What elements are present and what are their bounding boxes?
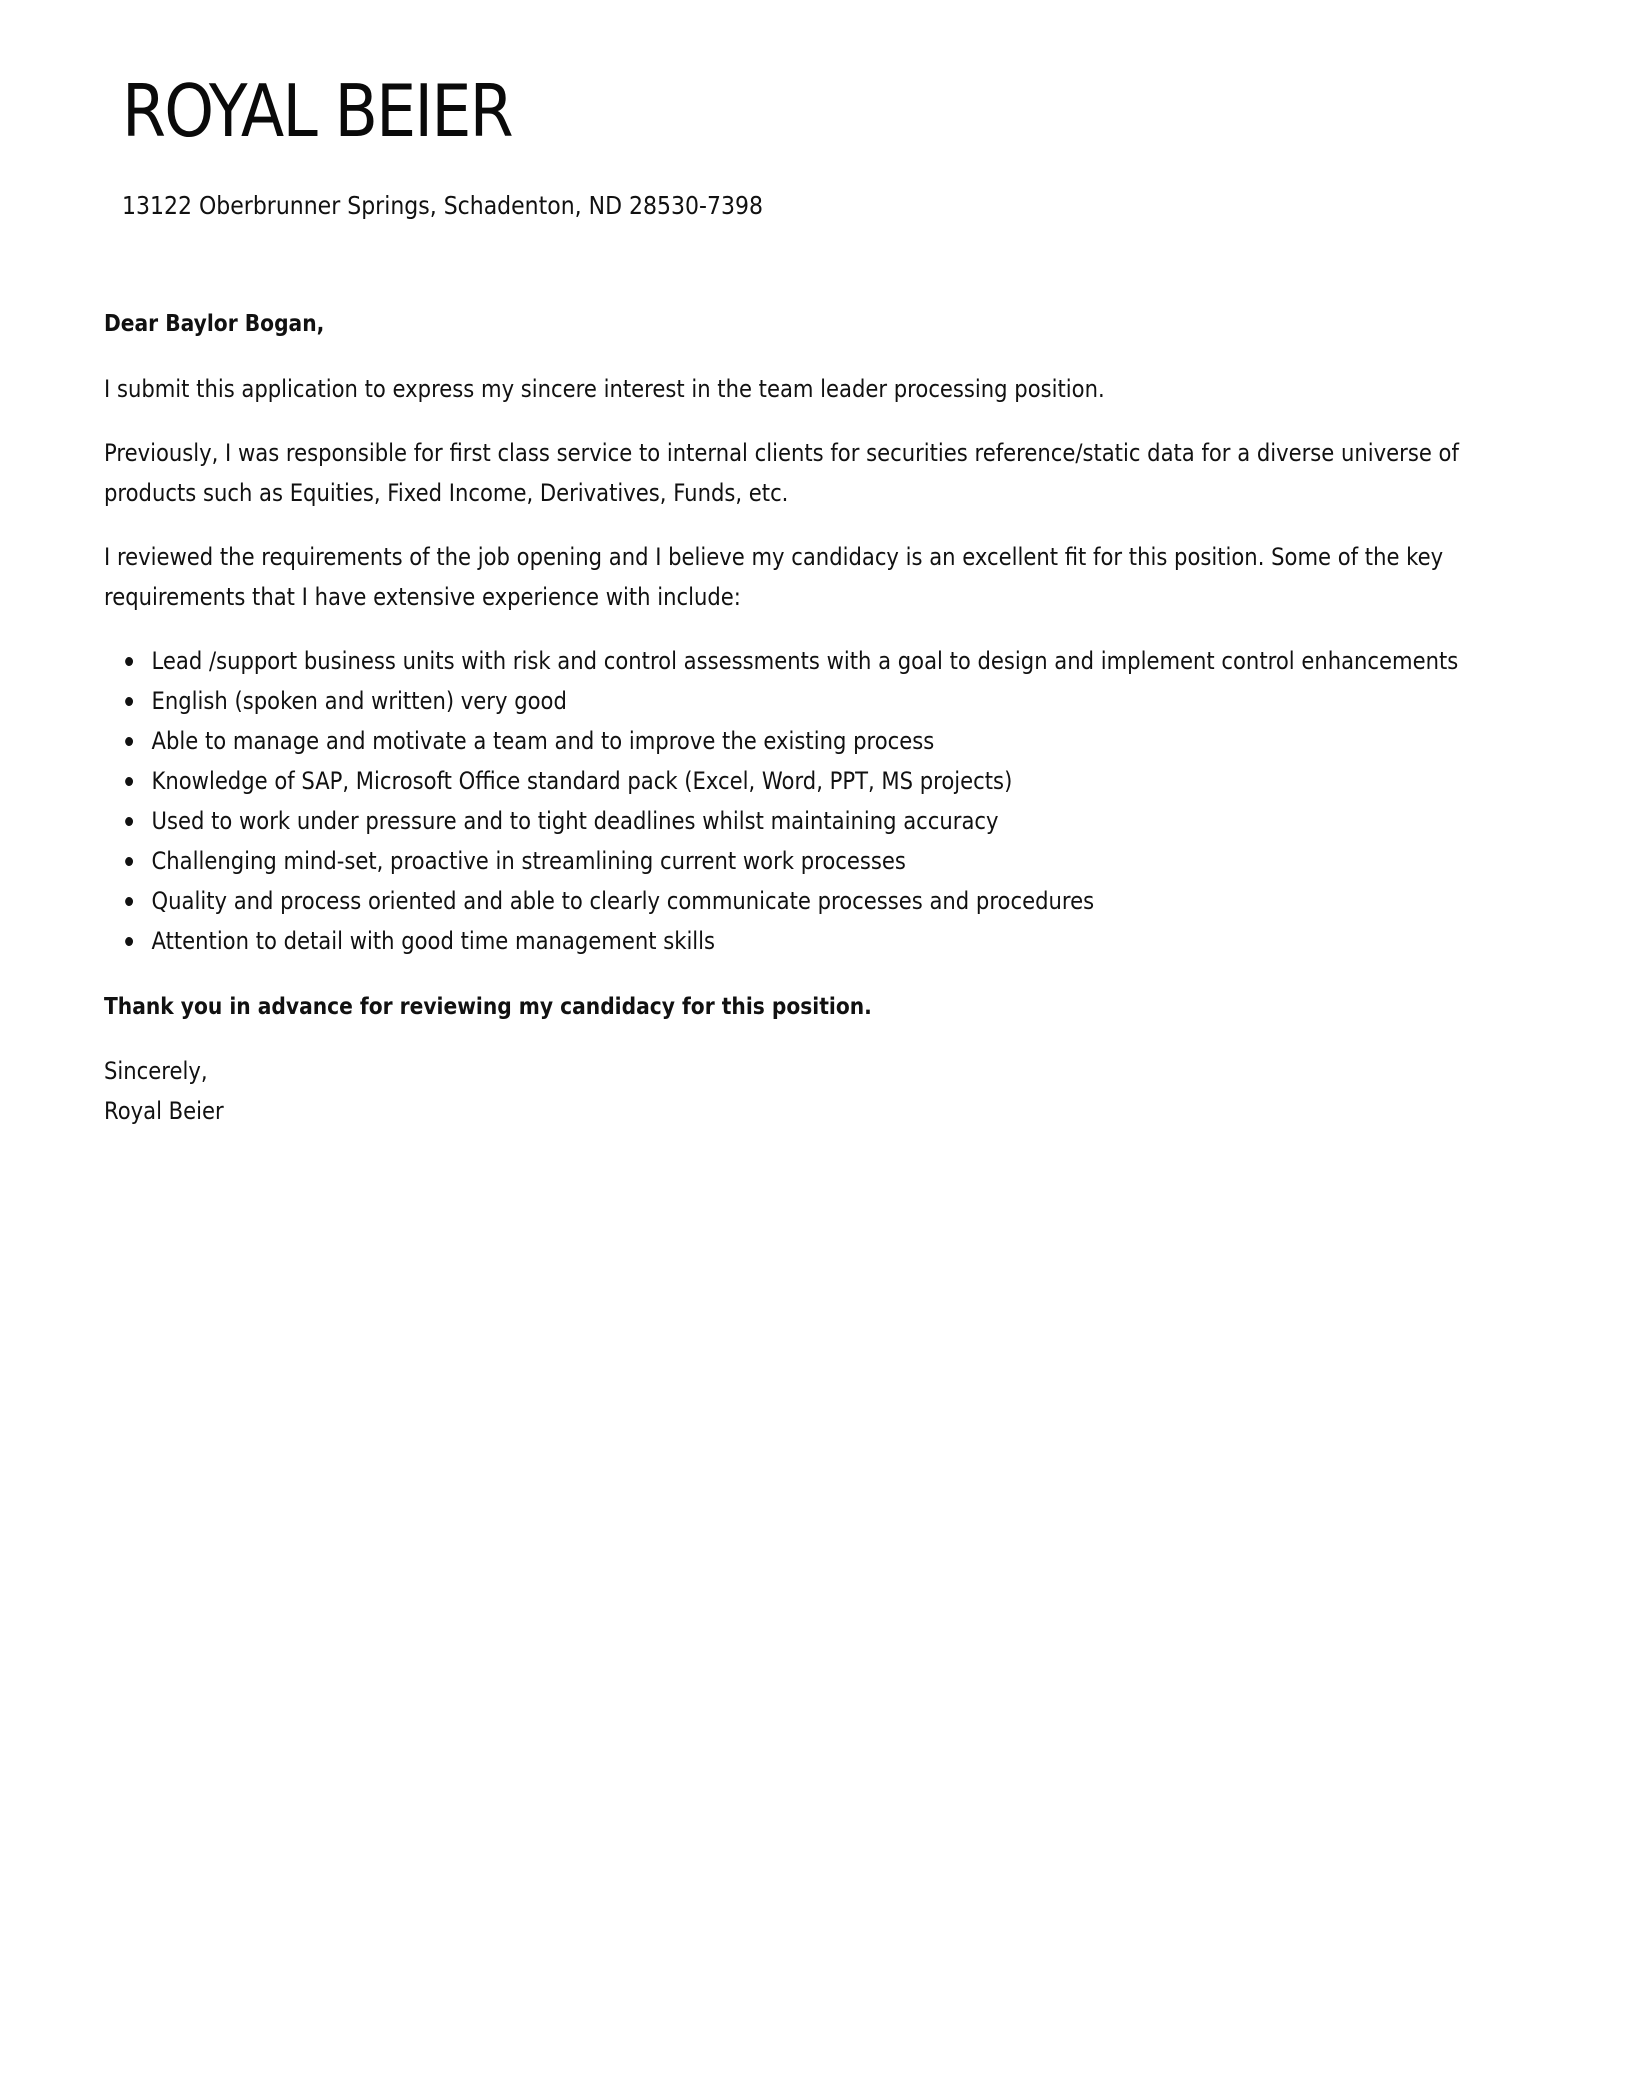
letter-header <box>122 66 850 222</box>
signoff <box>104 1051 1544 1131</box>
applicant-name: ROYAL BEIER <box>122 69 512 153</box>
valediction: Sincerely, <box>104 1057 208 1085</box>
letter-body <box>104 304 1544 1131</box>
list-item: Lead /support business units with risk and control assessments with a goal to design and implement control enhancements <box>152 641 1544 681</box>
list-item: Quality and process oriented and able to clearly communicate processes and procedures <box>152 881 1544 921</box>
list-item: Challenging mind-set, proactive in streamlining current work processes <box>152 841 1544 881</box>
list-item: Able to manage and motivate a team and to improve the existing process <box>152 721 1544 761</box>
requirements-intro-paragraph: I reviewed the requirements of the job opening and I believe my candidacy is an excellent fit for this position. Some of the key requirements that I have extensive experience with include: <box>104 543 1444 611</box>
list-item: English (spoken and written) very good <box>152 681 1544 721</box>
list-item: Knowledge of SAP, Microsoft Office standard pack (Excel, Word, PPT, MS projects) <box>152 761 1544 801</box>
greeting: Dear Baylor Bogan, <box>104 311 325 337</box>
letter-content <box>104 304 1544 1131</box>
applicant-address: 13122 Oberbrunner Springs, Schadenton, ND 28530-7398 <box>122 191 763 220</box>
list-item: Attention to detail with good time management skills <box>152 921 1544 961</box>
list-item: Used to work under pressure and to tight deadlines whilst maintaining accuracy <box>152 801 1544 841</box>
closing-line: Thank you in advance for reviewing my candidacy for this position. <box>104 994 872 1020</box>
signature: Royal Beier <box>104 1097 224 1125</box>
requirements-list <box>104 641 1544 961</box>
intro-paragraph: I submit this application to express my sincere interest in the team leader processing position. <box>104 375 1105 403</box>
experience-paragraph: Previously, I was responsible for first class service to internal clients for securities reference/static data for a diverse universe of products such as Equities, Fixed Income, Derivatives, Funds, etc. <box>104 439 1459 507</box>
